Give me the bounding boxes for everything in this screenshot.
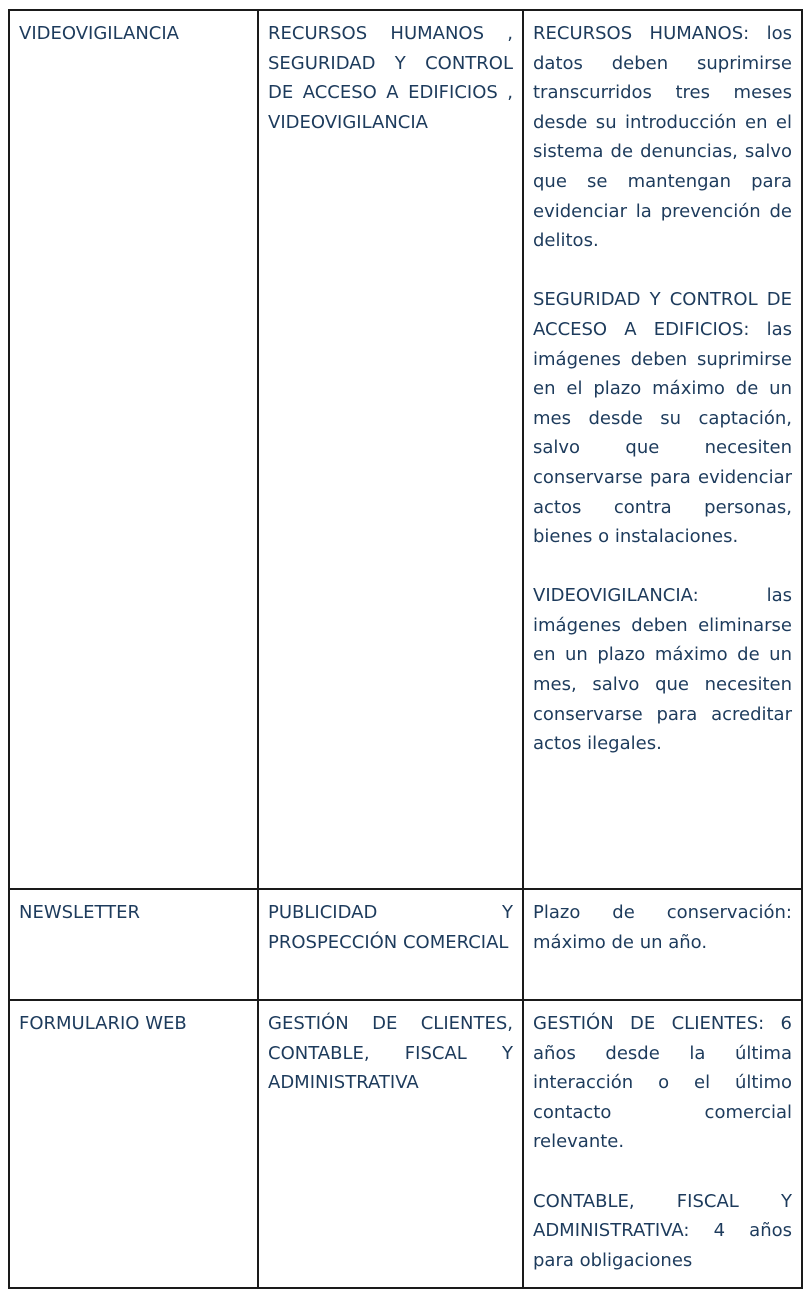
retention-table: [8, 9, 803, 1289]
retention-paragraph: CONTABLE, FISCAL Y ADMINISTRATIVA: 4 años para obligaciones: [533, 1190, 792, 1271]
retention-paragraph: RECURSOS HUMANOS: los datos deben suprimirse transcurridos tres meses desde su introducción en el sistema de denuncias, salvo que se mantengan para evidenciar la prevención de delitos.: [533, 23, 792, 252]
retention-paragraph: GESTIÓN DE CLIENTES: 6 años desde la última interacción o el último contacto comercial relevante.: [533, 1013, 792, 1153]
activity-cell: [9, 889, 258, 1000]
retention-cell: [523, 1000, 802, 1288]
retention-paragraph: VIDEOVIGILANCIA: las imágenes deben eliminarse en un plazo máximo de un mes, salvo que necesiten conservarse para acreditar actos ilegales.: [533, 585, 792, 755]
table-row: [9, 1000, 802, 1288]
table-row: [9, 10, 802, 889]
retention-paragraph: SEGURIDAD Y CONTROL DE ACCESO A EDIFICIOS: las imágenes deben suprimirse en el plazo máximo de un mes desde su captación, salvo que necesiten conservarse para evidenciar actos contra personas, bienes o instalaciones.: [533, 289, 792, 548]
purpose-label: RECURSOS HUMANOS , SEGURIDAD Y CONTROL DE ACCESO A EDIFICIOS , VIDEOVIGILANCIA: [268, 23, 513, 133]
purpose-cell: [258, 889, 523, 1000]
retention-cell: [523, 889, 802, 1000]
activity-cell: [9, 1000, 258, 1288]
purpose-cell: [258, 1000, 523, 1288]
purpose-label: GESTIÓN DE CLIENTES, CONTABLE, FISCAL Y ADMINISTRATIVA: [268, 1013, 513, 1094]
activity-label: NEWSLETTER: [19, 902, 141, 923]
purpose-label: PUBLICIDAD Y PROSPECCIÓN COMERCIAL: [268, 902, 513, 953]
activity-cell: [9, 10, 258, 889]
purpose-cell: [258, 10, 523, 889]
activity-label: FORMULARIO WEB: [19, 1013, 187, 1034]
table-row: [9, 889, 802, 1000]
retention-paragraph: Plazo de conservación: máximo de un año.: [533, 902, 792, 953]
activity-label: VIDEOVIGILANCIA: [19, 23, 179, 44]
retention-cell: [523, 10, 802, 889]
